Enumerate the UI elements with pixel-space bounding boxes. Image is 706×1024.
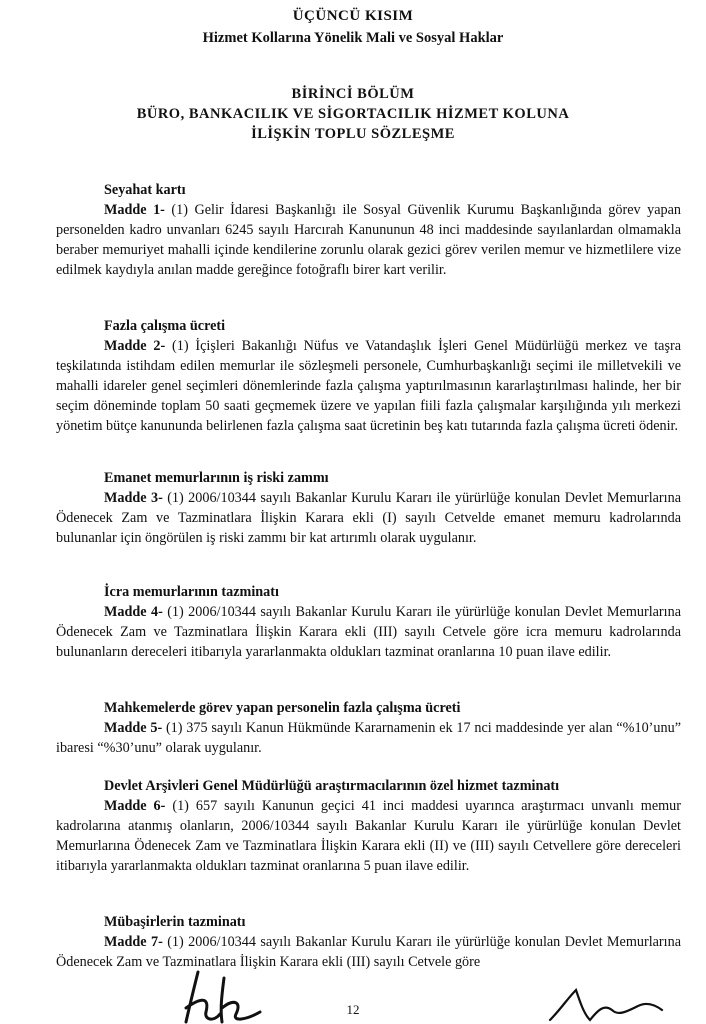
article-text: (1) İçişleri Bakanlığı Nüfus ve Vatandaşlık İşleri Genel Müdürlüğü merkez ve taşra teşkilatında istihdam edilen memurlar ile sözleşmeli personele, Cumhurbaşkanlığı seçimi ile milletvekili ve mahalli idareler genel seçimleri dönemlerinde fazla çalışma yaptırılmasının kararlaştırılması halinde, her bir seçim döneminde toplam 50 saati geçmemek üzere ve yapılan fiili fazla çalışmalar karşılığında yılı merkezi yönetim bütçe kanununda belirlenen fazla çalışma saat ücretinin beş katı tutarında fazla çalışma ücreti ödenir. [56, 338, 682, 434]
article-number: Madde 5- [104, 720, 163, 736]
article-number: Madde 1- [104, 202, 165, 218]
section-5 [56, 698, 681, 758]
section-7 [56, 912, 681, 972]
section-paragraph [56, 200, 681, 280]
section-2 [56, 316, 681, 436]
chapter-subtitle-line-2: İLİŞKİN TOPLU SÖZLEŞME [251, 126, 455, 142]
section-paragraph [56, 602, 681, 662]
chapter-title: BİRİNCİ BÖLÜM [291, 86, 415, 102]
section-title: Emanet memurlarının iş riski zammı [104, 470, 329, 486]
section-title: Devlet Arşivleri Genel Müdürlüğü araştırmacılarının özel hizmet tazminatı [104, 778, 560, 794]
section-title: İcra memurlarının tazminatı [104, 584, 279, 600]
article-number: Madde 3- [104, 490, 163, 506]
section-paragraph [56, 796, 681, 876]
article-text: (1) 2006/10344 sayılı Bakanlar Kurulu Kararı ile yürürlüğe konulan Devlet Memurlarına Ödenecek Zam ve Tazminatlara İlişkin Karara ekli (I) sayılı Cetvelde emanet memuru kadrolarında bulunanlar için öngörülen iş riski zammı bir kat artırımlı olarak uygulanır. [56, 490, 681, 546]
chapter-subtitle-line-1: BÜRO, BANKACILIK VE SİGORTACILIK HİZMET KOLUNA [136, 106, 570, 122]
article-text: (1) 375 sayılı Kanun Hükmünde Kararnamenin ek 17 nci maddesinde yer alan “%10’unu” ibaresi “%30’unu” olarak uygulanır. [56, 720, 681, 756]
article-number: Madde 7- [104, 934, 163, 950]
section-3 [56, 468, 681, 548]
section-paragraph [56, 336, 681, 436]
section-title: Seyahat kartı [104, 182, 186, 198]
section-paragraph [56, 718, 681, 758]
article-text: (1) Gelir İdaresi Başkanlığı ile Sosyal Güvenlik Kurumu Başkanlığında görev yapan personelden kadro unvanları 6245 sayılı Harcırah Kanununun 48 inci maddesinde sayılanlardan olmamakla beraber memuriyet mahalli içinde kendilerine zorunlu olarak gezici görev verilen memur ve hizmetlilere vize edilmek kaydıyla anılan madde gereğince fotoğraflı birer kart verilir. [56, 202, 681, 278]
section-title: Mübaşirlerin tazminatı [104, 914, 246, 930]
section-title: Mahkemelerde görev yapan personelin fazla çalışma ücreti [104, 700, 461, 716]
article-number: Madde 2- [104, 338, 166, 354]
section-title: Fazla çalışma ücreti [104, 318, 226, 334]
article-text: (1) 2006/10344 sayılı Bakanlar Kurulu Kararı ile yürürlüğe konulan Devlet Memurlarına Ödenecek Zam ve Tazminatlara İlişkin Karara ekli (III) sayılı Cetvele göre [56, 934, 681, 970]
section-4 [56, 582, 681, 662]
section-6 [56, 776, 681, 876]
article-number: Madde 6- [104, 798, 166, 814]
article-text: (1) 2006/10344 sayılı Bakanlar Kurulu Kararı ile yürürlüğe konulan Devlet Memurlarına Ödenecek Zam ve Tazminatlara İlişkin Karara ekli (III) sayılı Cetvele göre icra memuru kadrolarında bulunanların dereceleri itibarıyla yararlanmakta oldukları tazminat oranlarına 10 puan ilave edilir. [56, 604, 681, 660]
page-number: 12 [346, 1002, 360, 1017]
section-1 [56, 180, 681, 280]
article-number: Madde 4- [104, 604, 163, 620]
section-paragraph [56, 488, 681, 548]
section-paragraph [56, 932, 681, 972]
article-text: (1) 657 sayılı Kanunun geçici 41 inci maddesi uyarınca araştırmacı unvanlı memur kadrolarına atanmış olanların, 2006/10344 sayılı Bakanlar Kurulu Kararı ile yürürlüğe konulan Devlet Memurlarına Ödenecek Zam ve Tazminatlara İlişkin Karara ekli (II) ve (III) sayılı Cetvellere göre dereceleri itibarıyla yararlanmakta oldukları tazminat oranlarına 5 puan ilave edilir. [56, 798, 681, 874]
part-subtitle: Hizmet Kollarına Yönelik Mali ve Sosyal Haklar [202, 30, 504, 46]
part-title: ÜÇÜNCÜ KISIM [292, 8, 414, 24]
